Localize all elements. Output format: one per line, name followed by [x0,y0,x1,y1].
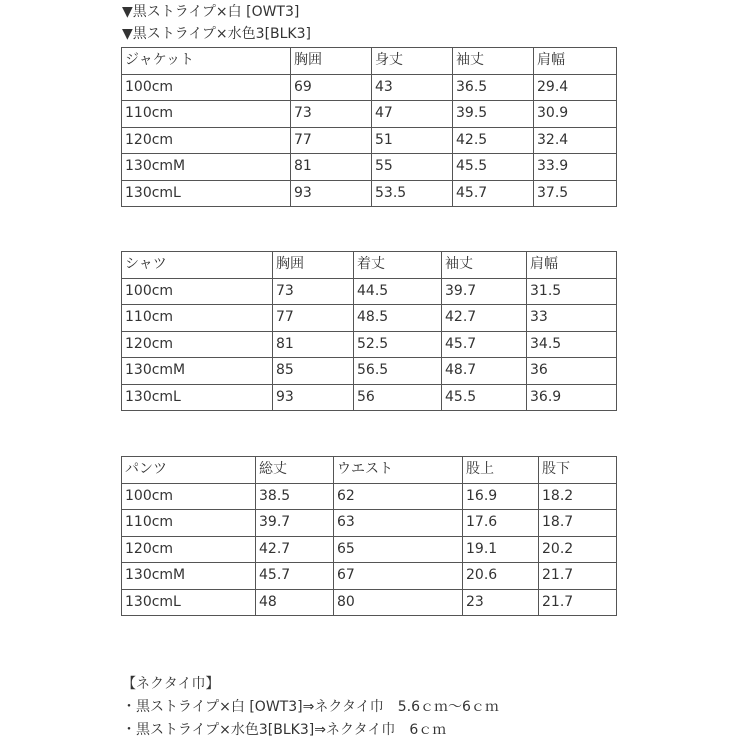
table-cell: 130cmL [122,589,256,616]
table-row [122,510,617,537]
table-cell: 67 [334,563,463,590]
table-row [122,101,617,128]
table-row [122,278,617,305]
table-cell: 21.7 [539,563,617,590]
table-cell: 42.7 [442,305,527,332]
table-cell: 93 [291,180,372,207]
table-cell: 45.7 [453,180,534,207]
table-cell: 93 [273,384,354,411]
column-header: 胸囲 [273,252,354,279]
table-row [122,358,617,385]
table-cell: 120cm [122,536,256,563]
table-cell: 21.7 [539,589,617,616]
table-cell: 69 [291,74,372,101]
table-cell: 45.5 [453,154,534,181]
column-header: 袖丈 [442,252,527,279]
table-cell: 43 [372,74,453,101]
table-cell: 48 [256,589,334,616]
table-cell: 38.5 [256,483,334,510]
column-header: パンツ [122,457,256,484]
table-cell: 73 [291,101,372,128]
table-row [122,154,617,181]
table-cell: 18.2 [539,483,617,510]
table-cell: 110cm [122,510,256,537]
table-header-row [122,252,617,279]
column-header: 総丈 [256,457,334,484]
table-cell: 39.5 [453,101,534,128]
table-cell: 100cm [122,74,291,101]
table-cell: 37.5 [534,180,617,207]
table-cell: 81 [273,331,354,358]
table-cell: 51 [372,127,453,154]
table-cell: 120cm [122,127,291,154]
table-row [122,331,617,358]
table-header-row [122,457,617,484]
table-row [122,563,617,590]
table-cell: 44.5 [354,278,442,305]
table-row [122,536,617,563]
table-cell: 20.6 [463,563,539,590]
table-cell: 39.7 [442,278,527,305]
table-cell: 52.5 [354,331,442,358]
table-cell: 20.2 [539,536,617,563]
table-cell: 77 [273,305,354,332]
column-header: 身丈 [372,48,453,75]
table-cell: 17.6 [463,510,539,537]
table-cell: 48.7 [442,358,527,385]
table-cell: 110cm [122,101,291,128]
table-cell: 80 [334,589,463,616]
column-header: 肩幅 [527,252,617,279]
table-cell: 100cm [122,278,273,305]
table-cell: 45.7 [256,563,334,590]
variant-header-owt3: ▼黒ストライプ×白 [OWT3] [122,4,300,20]
table-cell: 33 [527,305,617,332]
table-cell: 36 [527,358,617,385]
table-cell: 19.1 [463,536,539,563]
table-cell: 56 [354,384,442,411]
table-row [122,305,617,332]
table-row [122,180,617,207]
table-cell: 81 [291,154,372,181]
notes-title: 【ネクタイ巾】 [122,676,220,692]
table-row [122,74,617,101]
column-header: 股上 [463,457,539,484]
pants-size-table [121,456,617,616]
table-cell: 63 [334,510,463,537]
notes-line: ・黒ストライプ×白 [OWT3]⇒ネクタイ巾 5.6ｃｍ～6ｃｍ [122,699,499,715]
table-cell: 42.7 [256,536,334,563]
table-cell: 29.4 [534,74,617,101]
table-cell: 73 [273,278,354,305]
table-cell: 130cmL [122,180,291,207]
table-cell: 39.7 [256,510,334,537]
column-header: ジャケット [122,48,291,75]
shirt-size-table [121,251,617,411]
table-cell: 53.5 [372,180,453,207]
table-cell: 56.5 [354,358,442,385]
table-cell: 30.9 [534,101,617,128]
table-header-row [122,48,617,75]
necktie-width-notes [122,673,499,742]
column-header: 着丈 [354,252,442,279]
column-header: ウエスト [334,457,463,484]
table-cell: 110cm [122,305,273,332]
column-header: 袖丈 [453,48,534,75]
table-row [122,384,617,411]
table-cell: 48.5 [354,305,442,332]
table-cell: 34.5 [527,331,617,358]
table-cell: 32.4 [534,127,617,154]
table-cell: 130cmM [122,563,256,590]
table-cell: 36.9 [527,384,617,411]
table-cell: 33.9 [534,154,617,181]
table-cell: 130cmM [122,358,273,385]
table-cell: 85 [273,358,354,385]
table-cell: 42.5 [453,127,534,154]
variant-header-blk3: ▼黒ストライプ×水色3[BLK3] [122,26,311,42]
table-row [122,127,617,154]
table-cell: 23 [463,589,539,616]
jacket-size-table [121,47,617,207]
table-cell: 16.9 [463,483,539,510]
table-cell: 100cm [122,483,256,510]
table-cell: 45.7 [442,331,527,358]
column-header: 胸囲 [291,48,372,75]
column-header: シャツ [122,252,273,279]
table-cell: 62 [334,483,463,510]
table-row [122,483,617,510]
table-cell: 31.5 [527,278,617,305]
table-cell: 130cmM [122,154,291,181]
table-cell: 36.5 [453,74,534,101]
column-header: 肩幅 [534,48,617,75]
table-cell: 45.5 [442,384,527,411]
table-cell: 55 [372,154,453,181]
table-cell: 47 [372,101,453,128]
column-header: 股下 [539,457,617,484]
table-cell: 120cm [122,331,273,358]
table-cell: 77 [291,127,372,154]
table-cell: 18.7 [539,510,617,537]
table-cell: 65 [334,536,463,563]
table-row [122,589,617,616]
table-cell: 130cmL [122,384,273,411]
notes-line: ・黒ストライプ×水色3[BLK3]⇒ネクタイ巾 6ｃｍ [122,722,447,738]
